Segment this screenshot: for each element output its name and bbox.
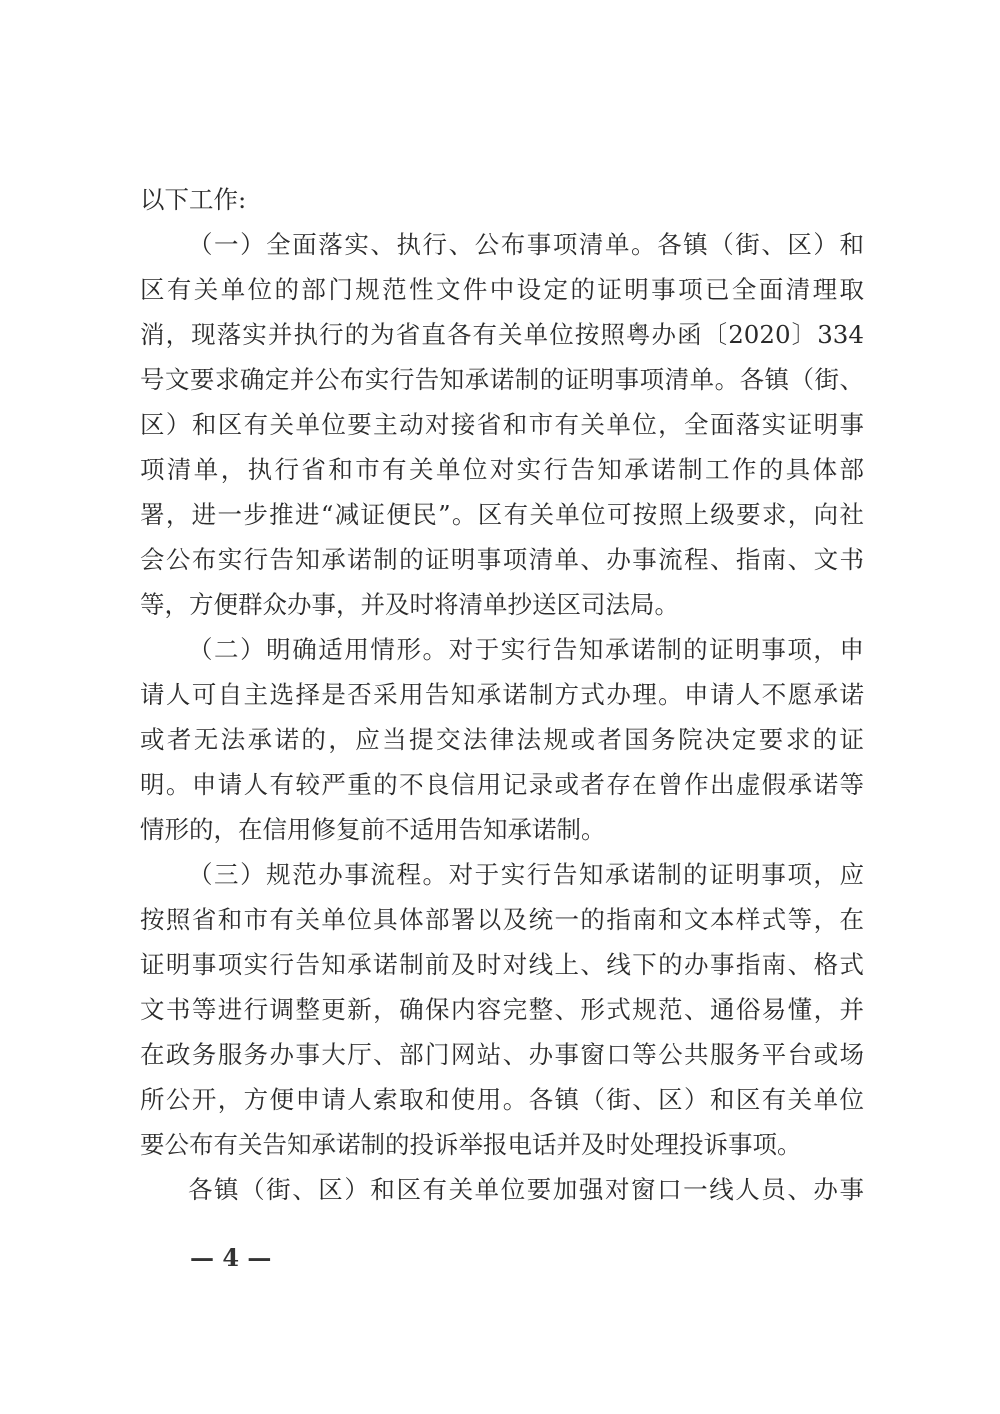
text-line: 按照省和市有关单位具体部署以及统一的指南和文本样式等，在 xyxy=(140,905,864,934)
text-line: 项清单，执行省和市有关单位对实行告知承诺制工作的具体部 xyxy=(140,455,864,484)
text-line: 各镇（街、区）和区有关单位要加强对窗口一线人员、办事 xyxy=(188,1175,864,1204)
text-line: 在政务服务办事大厅、部门网站、办事窗口等公共服务平台或场 xyxy=(140,1040,864,1069)
text-line: 请人可自主选择是否采用告知承诺制方式办理。申请人不愿承诺 xyxy=(140,680,864,709)
text-line: 要公布有关告知承诺制的投诉举报电话并及时处理投诉事项。 xyxy=(140,1130,802,1159)
text-line: 所公开，方便申请人索取和使用。各镇（街、区）和区有关单位 xyxy=(140,1085,864,1114)
page-number: — 4 — xyxy=(190,1243,272,1272)
text-line: 文书等进行调整更新，确保内容完整、形式规范、通俗易懂，并 xyxy=(140,995,864,1024)
text-line: 证明事项实行告知承诺制前及时对线上、线下的办事指南、格式 xyxy=(140,950,864,979)
text-line: 情形的，在信用修复前不适用告知承诺制。 xyxy=(140,815,606,844)
text-line: 署，进一步推进“减证便民”。区有关单位可按照上级要求，向社 xyxy=(140,500,864,529)
section-heading-2: （二）明确适用情形。对于实行告知承诺制的证明事项，申 xyxy=(188,635,864,664)
section-heading-1: （一）全面落实、执行、公布事项清单。各镇（街、区）和 xyxy=(188,230,864,259)
text-line: 等，方便群众办事，并及时将清单抄送区司法局。 xyxy=(140,590,679,619)
text-line: 区）和区有关单位要主动对接省和市有关单位，全面落实证明事 xyxy=(140,410,864,439)
text-line: 消，现落实并执行的为省直各有关单位按照粤办函〔2020〕334 xyxy=(140,320,864,349)
text-line: 以下工作: xyxy=(140,185,247,214)
text-line: 号文要求确定并公布实行告知承诺制的证明事项清单。各镇（街、 xyxy=(140,365,864,394)
section-heading-3: （三）规范办事流程。对于实行告知承诺制的证明事项，应 xyxy=(188,860,864,889)
text-line: 或者无法承诺的，应当提交法律法规或者国务院决定要求的证 xyxy=(140,725,864,754)
text-line: 区有关单位的部门规范性文件中设定的证明事项已全面清理取 xyxy=(140,275,864,304)
text-line: 会公布实行告知承诺制的证明事项清单、办事流程、指南、文书 xyxy=(140,545,864,574)
text-line: 明。申请人有较严重的不良信用记录或者存在曾作出虚假承诺等 xyxy=(140,770,864,799)
